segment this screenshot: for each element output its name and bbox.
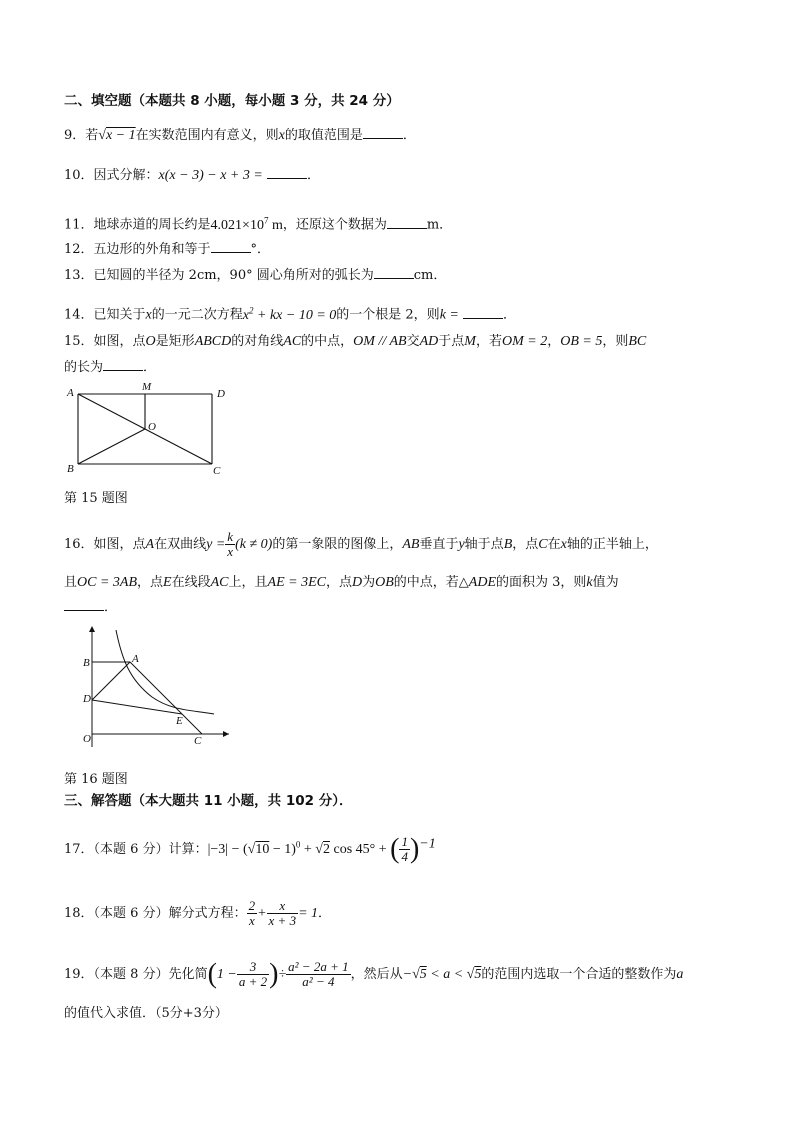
- q19-range: −√5 < a < √5: [402, 967, 482, 982]
- q15-t8: ，: [547, 334, 561, 349]
- q16-ae: AE = 3EC: [267, 575, 326, 590]
- q9-text-b: 在实数范围内有意义，则: [135, 128, 279, 143]
- q15-bc: BC: [628, 334, 647, 349]
- label-O: O: [148, 421, 156, 433]
- question-14: [64, 301, 516, 325]
- question-16-line-3: ．: [64, 598, 117, 617]
- q18-fraction-2: $\frac{x}{x + 3}$: [268, 898, 297, 928]
- q17-paren-r: ): [409, 833, 420, 865]
- question-16-line-1: [64, 530, 658, 559]
- question-18: [64, 899, 331, 928]
- q18-fraction-1: $\frac{2}{x}$: [248, 898, 256, 928]
- question-16-line-2: [64, 574, 619, 592]
- q15-t4: 的中点，: [301, 334, 354, 349]
- q10-text-a: 10．因式分解：: [64, 168, 159, 183]
- q16-oc: OC = 3AB: [77, 575, 138, 590]
- q16-a: A: [145, 537, 155, 552]
- q16-u8: 的面积为 3，则: [496, 575, 587, 590]
- label-O: O: [83, 733, 91, 745]
- q19-text-c: 的范围内选取一个合适的整数作为: [481, 967, 677, 982]
- q14-k: k =: [439, 307, 459, 323]
- q16-u9: 值为: [592, 575, 619, 590]
- q17-text: 17．（本题 6 分）计算：: [64, 842, 208, 857]
- q13-text-a: 13．已知圆的半径为 2cm，90° 圆心角所对的弧长为: [64, 268, 374, 283]
- q17-expression: $|-3| - (√10 - 1)^0 + √2$ cos 45° +: [207, 839, 391, 857]
- answer-blank[interactable]: [387, 216, 427, 229]
- q16-t7: 在: [547, 537, 561, 552]
- q17-exp: −1: [419, 836, 436, 852]
- label-A: A: [67, 387, 74, 399]
- q16-t3: 的第一象限的图像上，: [272, 537, 403, 552]
- q16-t1: 16．如图，点: [64, 537, 146, 552]
- q18-end: ．: [318, 906, 332, 921]
- q11-number: $4.021\times 10^7$ m: [210, 215, 283, 233]
- q16-t4: 垂直于: [419, 537, 459, 552]
- q13-text-b: cm．: [413, 268, 447, 283]
- q15-abcd: ABCD: [194, 334, 232, 349]
- question-15-line-1: [64, 333, 646, 351]
- label-B: B: [83, 657, 90, 669]
- figure-16-hyperbola: [64, 622, 234, 752]
- q15-t2: 是矩形: [155, 334, 195, 349]
- q16-k: k: [586, 575, 593, 590]
- q19-div: ÷: [278, 967, 287, 982]
- q18-text: 18．（本题 6 分）解分式方程：: [64, 906, 247, 921]
- q19-a: a: [676, 967, 684, 982]
- q18-plus: +: [257, 906, 267, 921]
- answer-blank[interactable]: [103, 358, 143, 371]
- q14-var: x: [145, 307, 152, 323]
- q16-ade: ADE: [468, 575, 497, 590]
- q16-t8: 轴的正半轴上，: [566, 537, 658, 552]
- label-D: D: [83, 693, 91, 705]
- q19-fraction-2: $\frac{\text{a² − 2a + 1}}{\text{a² − 4}}$: [288, 959, 349, 989]
- label-C: C: [194, 735, 202, 747]
- q19-paren-l: (: [207, 958, 217, 990]
- figure-15-rectangle: [62, 380, 242, 480]
- q16-ac: AC: [210, 575, 229, 590]
- q18-eq: = 1: [298, 906, 319, 921]
- figure-15-caption: 第 15 题图: [64, 491, 128, 506]
- answer-blank[interactable]: [267, 166, 307, 179]
- q11-text-a: 11．地球赤道的周长约是: [64, 217, 211, 233]
- q15-om: OM = 2: [501, 334, 548, 349]
- answer-blank[interactable]: [211, 240, 251, 253]
- q14-text-a: 14．已知关于: [64, 307, 146, 323]
- q16-xaxis: x: [560, 537, 567, 552]
- q12-text-a: 12．五边形的外角和等于: [64, 242, 211, 257]
- section-heading-solve: 三、解答题（本大题共 11 小题，共 102 分）．: [64, 793, 353, 809]
- q16-ob: OB: [375, 575, 394, 590]
- q16-e: E: [163, 575, 172, 590]
- question-10: [64, 166, 320, 185]
- question-12: [64, 240, 270, 259]
- q15-ac: AC: [283, 334, 302, 349]
- figure-16-caption: 第 16 题图: [64, 772, 128, 787]
- question-11: [64, 211, 452, 235]
- q11-text-b: ，还原这个数据为: [282, 217, 387, 233]
- answer-blank[interactable]: [463, 306, 503, 319]
- q10-text-d: ．: [306, 168, 320, 183]
- q17-paren-l: (: [390, 833, 400, 865]
- q16-t6: ，点: [512, 537, 539, 552]
- q15-m: M: [464, 334, 476, 349]
- q16-b: B: [503, 537, 513, 552]
- q19-fraction-1: $\frac{3}{a + 2}$: [238, 959, 268, 989]
- q16-u2: ，点: [137, 575, 164, 590]
- q14-text-c: 的一个根是 2，则: [336, 307, 440, 323]
- q16-u5: ，点: [325, 575, 352, 590]
- q14-equation: $x^2$ + kx − 10 = 0: [242, 305, 337, 323]
- question-15-line-2: 的长为 ．: [64, 360, 157, 375]
- q15-om-ab: OM // AB: [353, 334, 407, 349]
- q16-ab: AB: [402, 537, 420, 552]
- label-C: C: [213, 465, 221, 477]
- q9-text-a: 9．若: [64, 128, 99, 143]
- q16-u3: 在线段: [171, 575, 211, 590]
- answer-blank[interactable]: [374, 266, 414, 279]
- q19-paren-r: ): [269, 958, 279, 990]
- q16-t5: 轴于点: [464, 537, 504, 552]
- q15-o: O: [145, 334, 156, 349]
- q15-line2-text: 的长为: [64, 360, 104, 375]
- question-9: [64, 126, 416, 145]
- label-D: D: [217, 388, 225, 400]
- q16-yaxis: y: [458, 537, 465, 552]
- q16-t2: 在双曲线: [154, 537, 207, 552]
- q16-u1: 且: [64, 575, 78, 590]
- q19-text-a: 19．（本题 8 分）先化简: [64, 967, 208, 982]
- question-17: [64, 835, 436, 864]
- q17-fraction: $\frac{1}{4}$: [401, 834, 408, 864]
- question-13: [64, 266, 446, 285]
- q9-text-c: 的取值范围是: [284, 128, 363, 143]
- q16-cond: (k ≠ 0): [235, 537, 273, 552]
- q16-d: D: [351, 575, 363, 590]
- section-heading-fill-in: 二、填空题（本题共 8 小题，每小题 3 分，共 24 分）: [64, 93, 400, 109]
- q9-var: x: [278, 128, 285, 143]
- label-A: A: [132, 653, 139, 665]
- q16-u7: 的中点，若△: [393, 575, 469, 590]
- q15-t1: 15．如图，点: [64, 334, 146, 349]
- q15-t5: 交: [406, 334, 420, 349]
- q15-t9: ，则: [602, 334, 629, 349]
- question-19-line-1: [64, 960, 683, 989]
- label-M: M: [142, 381, 152, 393]
- q15-ob: OB = 5: [560, 334, 603, 349]
- q14-text-d: ．: [503, 307, 517, 323]
- label-E: E: [176, 715, 183, 727]
- q19-one: 1 −: [216, 967, 237, 982]
- q15-t3: 的对角线: [231, 334, 284, 349]
- q15-t6: 于点: [438, 334, 465, 349]
- question-19-line-2: 的值代入求值．（5分+3分）: [64, 1006, 228, 1021]
- label-B: B: [67, 463, 74, 475]
- answer-blank[interactable]: [64, 598, 104, 611]
- q16-y: y =: [206, 537, 226, 552]
- q9-text-d: ．: [402, 128, 416, 143]
- q10-expression: x(x − 3) − x + 3 =: [158, 168, 263, 183]
- q16-u4: 上，且: [228, 575, 268, 590]
- q14-text-b: 的一元二次方程: [151, 307, 243, 323]
- q15-ad: AD: [419, 334, 439, 349]
- q19-text-b: ，然后从: [350, 967, 403, 982]
- q9-radical: √x − 1: [98, 128, 136, 143]
- q16-fraction: $\frac{k}{x}$: [227, 529, 234, 559]
- q11-text-c: m．: [426, 217, 453, 233]
- q12-text-b: °．: [250, 242, 271, 257]
- q16-u6: 为: [362, 575, 376, 590]
- q16-c: C: [538, 537, 548, 552]
- answer-blank[interactable]: [363, 126, 403, 139]
- q15-t7: ，若: [475, 334, 502, 349]
